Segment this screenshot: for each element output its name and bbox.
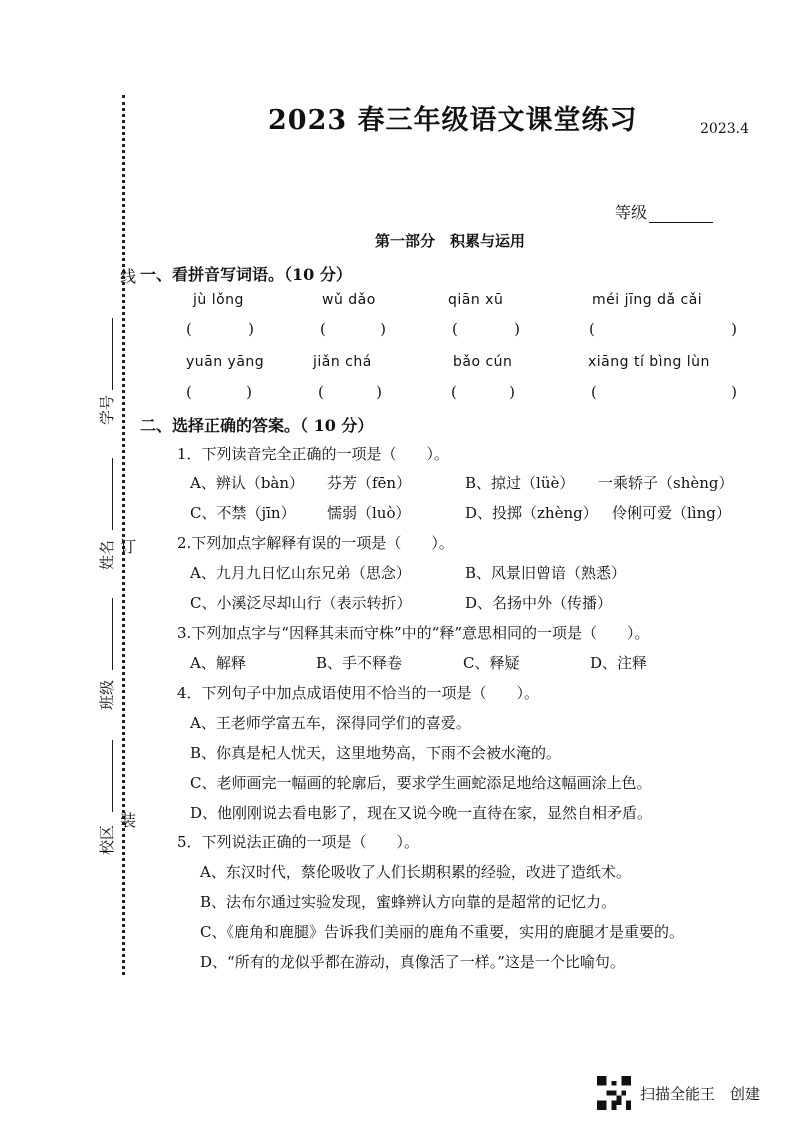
q1-stem: 1．下列读音完全正确的一项是（ ）。 — [177, 445, 450, 463]
q2-stem: 2.下列加点字解释有误的一项是（ ）。 — [177, 534, 454, 552]
q4-option-a: A、王老师学富五车，深得同学们的喜爱。 — [190, 714, 471, 732]
q2-option-b: B、风景旧曾谙（熟悉） — [465, 564, 627, 582]
q1-option-a1: A、辨认（bàn） — [190, 474, 305, 492]
q1-option-b1: B、掠过（lüè） — [465, 474, 575, 492]
q1-option-d2: 伶俐可爱（lìng） — [612, 504, 731, 522]
q3-stem: 3.下列加点字与“因释其耒而守株”中的“释”意思相同的一项是（ ）。 — [177, 624, 650, 642]
q5-option-a: A、东汉时代，蔡伦吸收了人们长期积累的经验，改进了造纸术。 — [200, 863, 631, 881]
answer-blank-8[interactable]: ( ) — [591, 383, 737, 401]
qr-code-icon — [597, 1076, 631, 1110]
grade-label: 等级 — [615, 203, 648, 222]
class-line — [112, 598, 113, 670]
q5-stem: 5．下列说法正确的一项是（ ）。 — [177, 833, 420, 851]
q1-option-c1: C、不禁（jīn） — [190, 504, 296, 522]
student-number-line — [112, 318, 113, 390]
exam-date: 2023.4 — [700, 121, 749, 137]
q4-option-c: C、老师画完一幅画的轮廓后，要求学生画蛇添足地给这幅画涂上色。 — [190, 774, 652, 792]
q3-option-a: A、解释 — [190, 654, 246, 672]
pinyin-8: xiāng tí bìng lùn — [588, 354, 710, 370]
q2-option-c: C、小溪泛尽却山行（表示转折） — [190, 594, 412, 612]
q5-option-b: B、法布尔通过实验发现，蜜蜂辨认方向靠的是超常的记忆力。 — [200, 893, 617, 911]
answer-blank-1[interactable]: ( ) — [186, 320, 254, 338]
q5-option-d: D、“所有的龙似乎都在游动，真像活了一样。”这是一个比喻句。 — [200, 953, 625, 971]
q3-option-d: D、注释 — [590, 654, 648, 672]
q4-option-d: D、他刚刚说去看电影了，现在又说今晚一直待在家，显然自相矛盾。 — [190, 804, 653, 822]
binding-char-zhuang: 装 — [120, 811, 137, 830]
q2-option-d: D、名扬中外（传播） — [465, 594, 613, 612]
q4-stem: 4．下列句子中加点成语使用不恰当的一项是（ ）。 — [177, 684, 540, 702]
binding-char-xian: 线 — [120, 267, 137, 286]
pinyin-3: qiān xū — [448, 292, 504, 308]
grade-blank[interactable] — [649, 208, 713, 223]
student-name-line — [112, 458, 113, 530]
q4-option-b: B、你真是杞人忧天，这里地势高，下雨不会被水淹的。 — [190, 744, 562, 762]
answer-blank-4[interactable]: ( ) — [589, 320, 737, 338]
pinyin-5: yuān yāng — [186, 354, 265, 370]
q2-option-a: A、九月九日忆山东兄弟（思念） — [190, 564, 411, 582]
binding-char-ding: 订 — [120, 537, 137, 556]
pinyin-4: méi jīng dǎ cǎi — [592, 292, 703, 308]
answer-blank-3[interactable]: ( ) — [452, 320, 520, 338]
student-number-label: 学号 — [98, 394, 116, 425]
pinyin-6: jiǎn chá — [313, 354, 372, 370]
grade-field — [615, 200, 713, 223]
section2-heading: 二、选择正确的答案。（ 10 分） — [140, 416, 374, 435]
student-name-label: 姓名 — [98, 539, 116, 570]
school-line — [112, 740, 113, 812]
school-label: 校区 — [98, 824, 116, 855]
answer-blank-5[interactable]: ( ) — [186, 383, 252, 401]
answer-blank-7[interactable]: ( ) — [451, 383, 515, 401]
class-label: 班级 — [98, 679, 116, 710]
section1-heading: 一、看拼音写词语。（10 分） — [140, 265, 352, 284]
q3-option-b: B、手不释卷 — [316, 654, 403, 672]
q1-option-d1: D、投掷（zhèng） — [465, 504, 598, 522]
page-title: 2023 春三年级语文课堂练习 — [268, 105, 638, 136]
q1-option-a2: 芬芳（fēn） — [327, 474, 412, 492]
q3-option-c: C、释疑 — [463, 654, 520, 672]
pinyin-7: bǎo cún — [453, 354, 513, 370]
pinyin-2: wǔ dǎo — [322, 292, 376, 308]
q1-option-b2: 一乘轿子（shèng） — [598, 474, 734, 492]
answer-blank-6[interactable]: ( ) — [318, 383, 382, 401]
q5-option-c: C、《鹿角和鹿腿》告诉我们美丽的鹿角不重要，实用的鹿腿才是重要的。 — [200, 923, 684, 941]
scanner-watermark: 扫描全能王 创建 — [640, 1085, 761, 1103]
part-title: 第一部分 积累与运用 — [375, 232, 526, 250]
pinyin-1: jù lǒng — [193, 292, 244, 308]
answer-blank-2[interactable]: ( ) — [320, 320, 386, 338]
q1-option-c2: 懦弱（luò） — [327, 504, 411, 522]
